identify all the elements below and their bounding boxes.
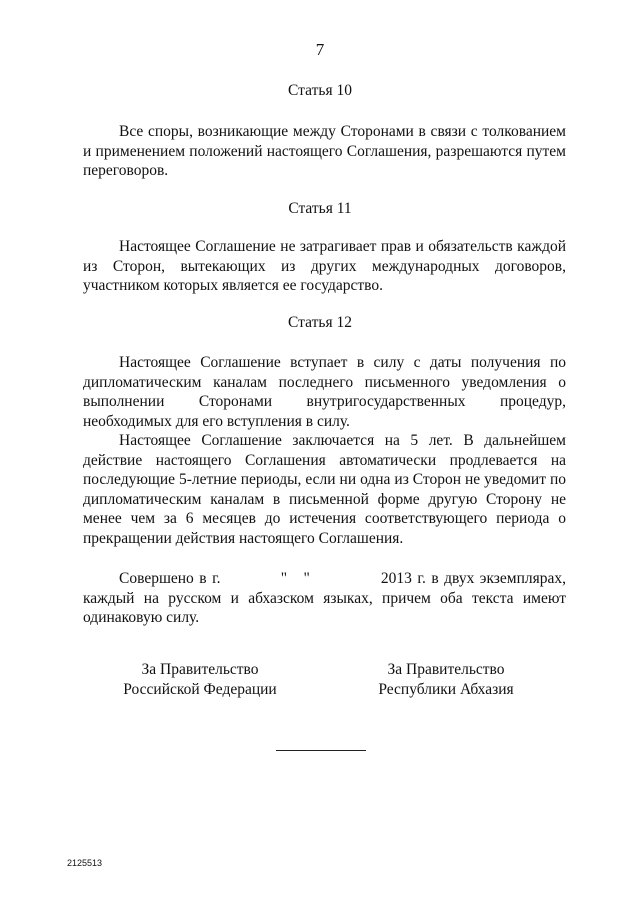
closing-divider-line: [276, 750, 366, 751]
signature-abkhazia: [356, 660, 536, 699]
article-12-title: Статья 12: [288, 314, 352, 331]
signature-abkhazia-line1: За Правительство: [387, 661, 505, 678]
document-code: 2125513: [67, 858, 103, 868]
article-10-paragraph: Все споры, возникающие между Сторонами в связи с толкованием и применением положений настоящего Соглашения, разрешаются путем переговоров.: [83, 123, 566, 179]
signature-russia: [110, 660, 290, 699]
article-12-paragraph-1: Настоящее Соглашение вступает в силу с даты получения по дипломатическим каналам последнего письменного уведомления о выполнении Сторонами внутригосударственных процедур, необходимых для его вступления в силу.: [83, 354, 566, 430]
article-10-title: Статья 10: [288, 82, 352, 99]
page-number: 7: [315, 40, 325, 59]
signature-russia-line2: Российской Федерации: [123, 680, 277, 698]
signature-russia-line1: За Правительство: [141, 661, 259, 678]
article-11-title: Статья 11: [288, 200, 352, 217]
signature-abkhazia-line2: Республики Абхазия: [378, 680, 514, 698]
closing-paragraph: Совершено в г. " " 2013 г. в двух экземплярах, каждый на русском и абхазском языках, причем оба текста имеют одинаковую силу.: [83, 570, 570, 626]
article-11-paragraph: Настоящее Соглашение не затрагивает прав и обязательств каждой из Сторон, вытекающих из других международных договоров, участником которых является ее государство.: [83, 238, 566, 294]
article-12-paragraph-2: Настоящее Соглашение заключается на 5 лет. В дальнейшем действие настоящего Соглашения автоматически продлевается на последующие 5-летние периоды, если ни одна из Сторон не уведомит по дипломатическим каналам в письменной форме другую Сторону не менее чем за 6 месяцев до истечения соответствующего периода о прекращении действия настоящего Соглашения.: [83, 432, 566, 547]
